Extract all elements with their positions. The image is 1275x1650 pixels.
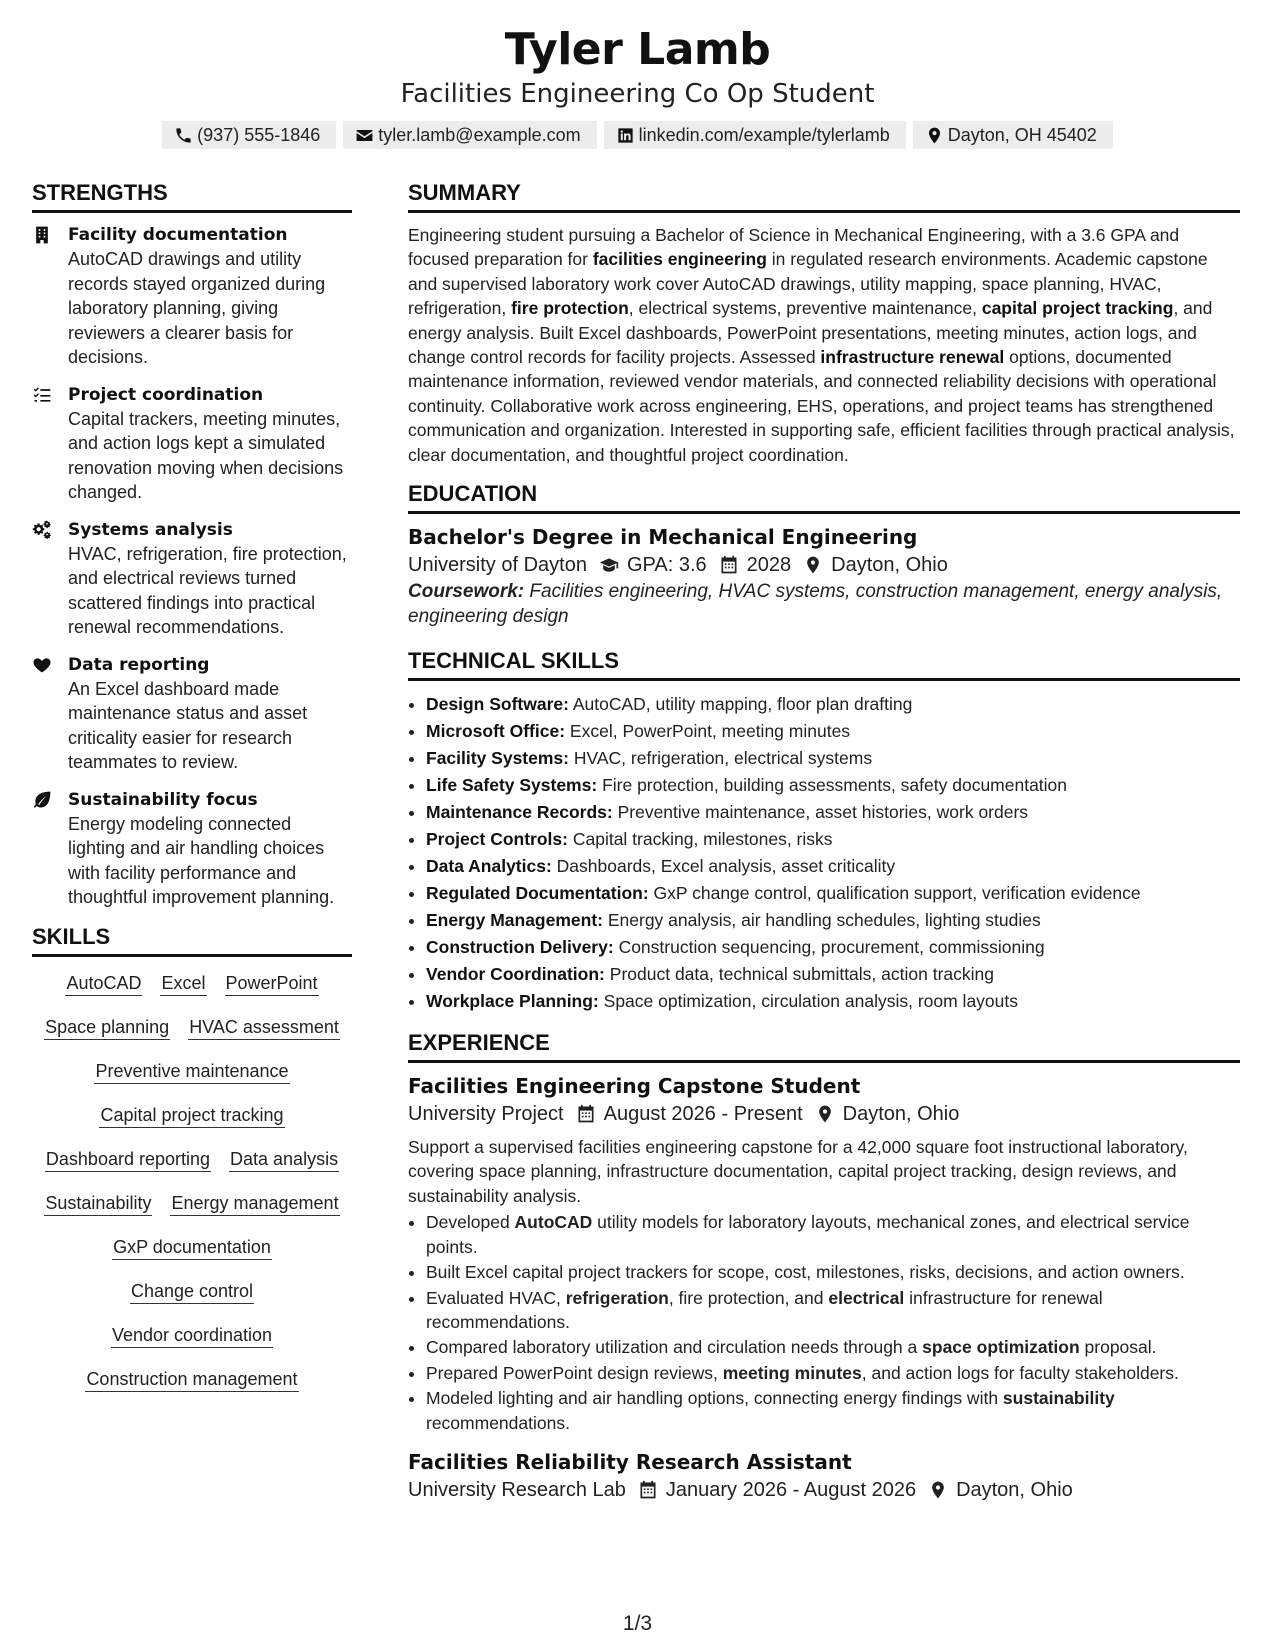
technical-skill-value: Preventive maintenance, asset histories, work orders xyxy=(617,802,1029,823)
skill-row xyxy=(32,1279,352,1304)
bullet-keyword: AutoCAD xyxy=(514,1212,593,1233)
skill-row xyxy=(32,1367,352,1392)
job-bullet xyxy=(426,1335,1240,1359)
strength-title: Data reporting xyxy=(68,654,210,675)
summary-keyword: facilities engineering xyxy=(592,249,767,270)
bullet-segment: Evaluated HVAC, xyxy=(426,1287,566,1308)
technical-skill-value: Construction sequencing, procurement, commissioning xyxy=(618,937,1045,958)
technical-skill-label: Facility Systems: xyxy=(426,748,569,769)
technical-skill-label: Data Analytics: xyxy=(426,856,552,877)
phone-icon xyxy=(174,126,193,145)
technical-skill-value: GxP change control, qualification support, verification evidence xyxy=(653,883,1141,904)
page-number: 1/3 xyxy=(622,1612,653,1635)
skill-tag: Data analysis xyxy=(229,1147,339,1172)
graduation-year: 2028 xyxy=(746,554,792,577)
technical-skill-value: Space optimization, circulation analysis, room layouts xyxy=(603,991,1019,1012)
technical-skill-label: Energy Management: xyxy=(426,910,603,931)
job-organization: University Project xyxy=(408,1103,564,1126)
contact-bar xyxy=(0,121,1275,149)
strength-item xyxy=(32,788,352,910)
strength-title: Systems analysis xyxy=(68,519,233,540)
bullet-keyword: refrigeration xyxy=(565,1287,669,1308)
contact-phone[interactable] xyxy=(162,121,336,149)
strength-desc: Capital trackers, meeting minutes, and action logs kept a simulated renovation moving when decisions changed. xyxy=(68,408,344,502)
skills-list xyxy=(32,967,352,1392)
bullet-segment: , fire protection, and xyxy=(668,1287,829,1308)
contact-phone-text: (937) 555-1846 xyxy=(197,125,321,145)
heart-icon xyxy=(32,655,52,675)
technical-skill-value: Product data, technical submittals, action tracking xyxy=(609,964,994,985)
strength-title: Facility documentation xyxy=(68,225,288,245)
bullet-segment: Compared laboratory utilization and circulation needs through a xyxy=(426,1337,923,1358)
skill-tag: Excel xyxy=(160,971,206,996)
coursework-list: Facilities engineering, HVAC systems, construction management, energy analysis, engineering design xyxy=(408,581,1223,627)
bullet-keyword: space optimization xyxy=(922,1337,1080,1358)
job-location: Dayton, Ohio xyxy=(842,1103,960,1126)
bullet-segment: Modeled lighting and air handling options, connecting energy findings with xyxy=(426,1388,1003,1409)
technical-skill-label: Regulated Documentation: xyxy=(426,883,649,904)
contact-location-text: Dayton, OH 45402 xyxy=(947,125,1097,145)
location-icon xyxy=(925,126,944,145)
candidate-title: Facilities Engineering Co Op Student xyxy=(400,79,875,109)
summary-segment: in regulated research environments. Academic capstone and supervised laboratory work cover AutoCAD drawings, utility mapping, space planning, HVAC, refrigeration, xyxy=(408,249,1208,319)
calendar-icon xyxy=(638,1480,658,1500)
skill-row xyxy=(32,1235,352,1260)
bullet-segment: infrastructure for renewal recommendations. xyxy=(426,1287,1103,1332)
job-bullet xyxy=(426,1286,1240,1335)
left-column xyxy=(32,179,352,1411)
technical-skill-label: Project Controls: xyxy=(426,829,568,850)
technical-skill-value: AutoCAD, utility mapping, floor plan drafting xyxy=(572,694,913,715)
summary-segment: , electrical systems, preventive maintenance, xyxy=(628,298,982,319)
technical-skills-list xyxy=(408,691,1240,1015)
technical-skill-item xyxy=(426,853,1240,880)
skill-row xyxy=(32,1191,352,1216)
leaf-icon xyxy=(32,790,52,810)
technical-skill-value: Energy analysis, air handling schedules, lighting studies xyxy=(607,910,1041,931)
strengths-heading: STRENGTHS xyxy=(32,179,352,213)
skill-tag: PowerPoint xyxy=(225,971,319,996)
strength-desc: An Excel dashboard made maintenance status and asset criticality easier for research teammates to review. xyxy=(68,678,308,772)
technical-skill-label: Design Software: xyxy=(426,694,569,715)
job-title: Facilities Engineering Capstone Student xyxy=(408,1074,861,1099)
strength-item xyxy=(32,518,352,640)
technical-skill-value: Fire protection, building assessments, safety documentation xyxy=(602,775,1068,796)
strength-desc: HVAC, refrigeration, fire protection, and electrical reviews turned scattered findings into practical renewal recommendations. xyxy=(68,543,347,637)
technical-skill-value: Excel, PowerPoint, meeting minutes xyxy=(569,721,851,742)
skill-row xyxy=(32,1103,352,1128)
candidate-name: Tyler Lamb xyxy=(504,24,771,75)
calendar-icon xyxy=(576,1104,596,1124)
summary-keyword: capital project tracking xyxy=(981,298,1174,319)
summary-keyword: fire protection xyxy=(511,298,629,319)
technical-skill-label: Vendor Coordination: xyxy=(426,964,605,985)
email-icon xyxy=(355,126,374,145)
bullet-segment: utility models for laboratory layouts, mechanical zones, and electrical service points. xyxy=(426,1212,1190,1257)
skill-tag: HVAC assessment xyxy=(188,1015,340,1040)
technical-skill-label: Workplace Planning: xyxy=(426,991,599,1012)
skill-row xyxy=(32,1323,352,1348)
skill-tag: Capital project tracking xyxy=(99,1103,284,1128)
coursework-label: Coursework: xyxy=(408,581,525,603)
job-entry xyxy=(408,1449,1240,1505)
bullet-keyword: meeting minutes xyxy=(722,1362,862,1383)
summary-text xyxy=(408,223,1240,467)
skill-tag: Sustainability xyxy=(44,1191,152,1216)
job-bullet xyxy=(426,1210,1240,1259)
skill-tag: Energy management xyxy=(170,1191,339,1216)
skill-row xyxy=(32,1059,352,1084)
location-icon xyxy=(803,555,823,575)
skill-tag: Space planning xyxy=(44,1015,170,1040)
right-column xyxy=(408,179,1240,1505)
bullet-segment: , and action logs for faculty stakeholders. xyxy=(861,1362,1179,1383)
experience-list xyxy=(408,1073,1240,1505)
technical-skill-label: Maintenance Records: xyxy=(426,802,613,823)
job-dates: August 2026 - Present xyxy=(603,1103,803,1126)
skill-tag: Vendor coordination xyxy=(111,1323,273,1348)
skills-heading: SKILLS xyxy=(32,923,352,957)
job-meta xyxy=(408,1475,1240,1505)
technical-skill-item xyxy=(426,772,1240,799)
technical-skill-item xyxy=(426,799,1240,826)
bullet-keyword: electrical xyxy=(828,1287,905,1308)
job-bullet xyxy=(426,1260,1240,1284)
technical-skills-heading: TECHNICAL SKILLS xyxy=(408,647,1240,681)
contact-email[interactable] xyxy=(343,121,596,149)
gpa: GPA: 3.6 xyxy=(626,554,707,577)
technical-skill-value: Capital tracking, milestones, risks xyxy=(572,829,833,850)
summary-segment: , and energy analysis. Built Excel dashboards, PowerPoint presentations, meeting minutes, action logs, and change control records for facility projects. Assessed xyxy=(408,298,1213,368)
strength-title: Project coordination xyxy=(68,384,264,405)
technical-skill-value: HVAC, refrigeration, electrical systems xyxy=(573,748,873,769)
contact-linkedin[interactable] xyxy=(604,121,906,149)
resume-header xyxy=(0,22,1275,149)
strength-desc: Energy modeling connected lighting and air handling choices with facility performance and thoughtful improvement planning. xyxy=(68,813,335,907)
job-entry xyxy=(408,1073,1240,1435)
contact-location xyxy=(913,121,1113,149)
job-organization: University Research Lab xyxy=(408,1478,626,1501)
technical-skill-item xyxy=(426,880,1240,907)
experience-heading: EXPERIENCE xyxy=(408,1029,1240,1063)
skill-tag: AutoCAD xyxy=(65,971,142,996)
calendar-icon xyxy=(719,555,739,575)
bullet-keyword: sustainability xyxy=(1002,1388,1115,1409)
skill-tag: GxP documentation xyxy=(112,1235,272,1260)
job-bullets xyxy=(408,1210,1240,1435)
technical-skill-label: Microsoft Office: xyxy=(426,721,566,742)
technical-skill-label: Life Safety Systems: xyxy=(426,775,598,796)
skill-tag: Change control xyxy=(130,1279,254,1304)
technical-skill-value: Dashboards, Excel analysis, asset criticality xyxy=(556,856,896,877)
degree-title: Bachelor's Degree in Mechanical Engineering xyxy=(408,525,918,550)
job-meta xyxy=(408,1099,1240,1129)
strength-item xyxy=(32,223,352,370)
technical-skill-item xyxy=(426,961,1240,988)
technical-skill-item xyxy=(426,745,1240,772)
contact-linkedin-text: linkedin.com/example/tylerlamb xyxy=(638,125,890,145)
technical-skill-item xyxy=(426,934,1240,961)
bullet-segment: recommendations. xyxy=(426,1412,570,1433)
education-heading: EDUCATION xyxy=(408,480,1240,514)
summary-heading: SUMMARY xyxy=(408,179,1240,213)
technical-skill-item xyxy=(426,718,1240,745)
location-icon xyxy=(815,1104,835,1124)
skill-tag: Dashboard reporting xyxy=(45,1147,211,1172)
school-name: University of Dayton xyxy=(408,554,587,577)
summary-segment: options, documented maintenance information, reviewed vendor materials, and connected reliability decisions with operational continuity. Collaborative work across engineering, EHS, operations, and project teams has strengthened communication and organization. Interested in supporting safe, efficient facilities through practical analysis, clear documentation, and thoughtful project coordination. xyxy=(408,347,1235,465)
skill-tag: Construction management xyxy=(85,1367,298,1392)
skill-row xyxy=(32,1147,352,1172)
technical-skill-label: Construction Delivery: xyxy=(426,937,614,958)
summary-keyword: infrastructure renewal xyxy=(820,347,1005,368)
graduation-cap-icon xyxy=(599,555,619,575)
technical-skill-item xyxy=(426,691,1240,718)
strength-title: Sustainability focus xyxy=(68,789,258,810)
job-bullet xyxy=(426,1386,1240,1435)
bullet-segment: proposal. xyxy=(1079,1337,1157,1358)
building-icon xyxy=(32,225,52,245)
job-title: Facilities Reliability Research Assistant xyxy=(408,1449,852,1474)
contact-email-text: tyler.lamb@example.com xyxy=(378,125,581,145)
skill-tag: Preventive maintenance xyxy=(94,1059,289,1084)
summary-segment: Engineering student pursuing a Bachelor of Science in Mechanical Engineering, with a 3.6 GPA and focused preparation for xyxy=(408,225,1180,270)
job-description: Support a supervised facilities engineering capstone for a 42,000 square foot instructional laboratory, covering space planning, infrastructure documentation, capital project tracking, design reviews, and sustainability analysis. xyxy=(408,1137,1188,1206)
bullet-segment: Built Excel capital project trackers for scope, cost, milestones, risks, decisions, and action owners. xyxy=(426,1262,1185,1283)
strength-item xyxy=(32,653,352,775)
coursework xyxy=(408,580,1240,629)
technical-skill-item xyxy=(426,988,1240,1015)
checklist-icon xyxy=(32,385,52,405)
gears-icon xyxy=(32,520,52,540)
bullet-segment: Developed xyxy=(426,1212,515,1233)
job-location: Dayton, Ohio xyxy=(956,1478,1073,1501)
skill-row xyxy=(32,1015,352,1040)
technical-skill-item xyxy=(426,826,1240,853)
job-bullet xyxy=(426,1361,1240,1385)
job-dates: January 2026 - August 2026 xyxy=(665,1478,917,1501)
skill-row xyxy=(32,971,352,996)
strength-item xyxy=(32,383,352,505)
bullet-segment: Prepared PowerPoint design reviews, xyxy=(426,1362,723,1383)
location-icon xyxy=(928,1480,948,1500)
linkedin-icon xyxy=(616,126,635,145)
education-meta xyxy=(408,550,1240,580)
strength-desc: AutoCAD drawings and utility records stayed organized during laboratory planning, giving reviewers a clearer basis for decisions. xyxy=(68,249,326,367)
technical-skill-item xyxy=(426,907,1240,934)
school-location: Dayton, Ohio xyxy=(831,554,948,577)
